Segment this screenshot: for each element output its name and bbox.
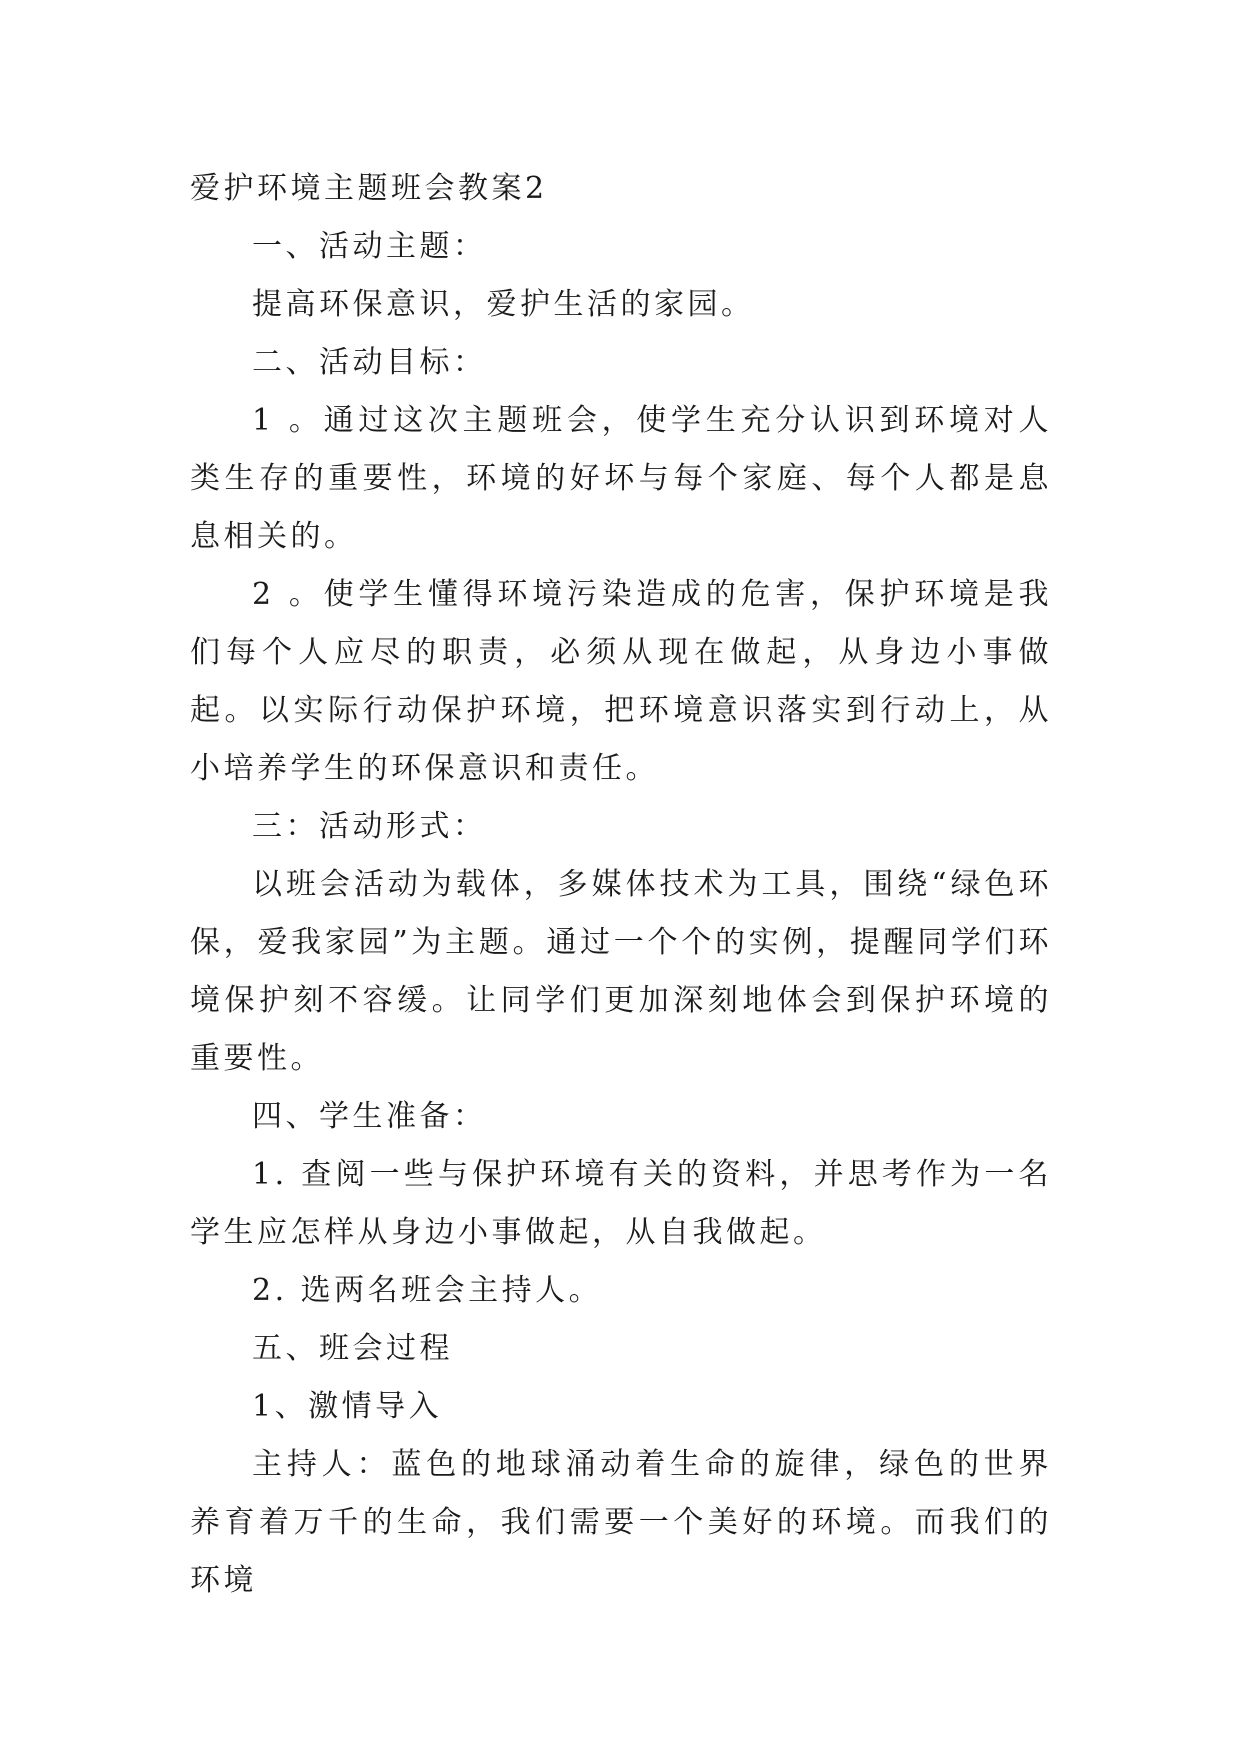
document-body xyxy=(190,160,1052,1610)
subsection-heading: 1、激情导入 xyxy=(252,1389,443,1424)
document-title: 爱护环境主题班会教案2 xyxy=(190,171,548,206)
paragraph: 主持人：蓝色的地球涌动着生命的旋律，绿色的世界养育着万千的生命，我们需要一个美好的环境。而我们的环境 xyxy=(190,1447,1052,1598)
paragraph: 提高环保意识，爱护生活的家园。 xyxy=(252,287,755,322)
paragraph: 1. 查阅一些与保护环境有关的资料，并思考作为一名学生应怎样从身边小事做起，从自我做起。 xyxy=(190,1157,1052,1250)
section-heading-activity-theme: 一、活动主题： xyxy=(252,229,487,264)
paragraph: 1 。通过这次主题班会，使学生充分认识到环境对人类生存的重要性，环境的好坏与每个家庭、每个人都是息息相关的。 xyxy=(190,403,1052,554)
section-heading-class-process: 五、班会过程 xyxy=(252,1331,453,1366)
paragraph: 以班会活动为载体，多媒体技术为工具，围绕“绿色环保，爱我家园”为主题。通过一个个的实例，提醒同学们环境保护刻不容缓。让同学们更加深刻地体会到保护环境的重要性。 xyxy=(190,867,1052,1076)
section-heading-student-preparation: 四、学生准备： xyxy=(252,1099,487,1134)
section-heading-activity-form: 三：活动形式： xyxy=(252,809,487,844)
section-heading-activity-goals: 二、活动目标： xyxy=(252,345,487,380)
paragraph: 2. 选两名班会主持人。 xyxy=(252,1273,603,1308)
paragraph: 2 。使学生懂得环境污染造成的危害，保护环境是我们每个人应尽的职责，必须从现在做起，从身边小事做起。以实际行动保护环境，把环境意识落实到行动上，从小培养学生的环保意识和责任。 xyxy=(190,577,1052,786)
